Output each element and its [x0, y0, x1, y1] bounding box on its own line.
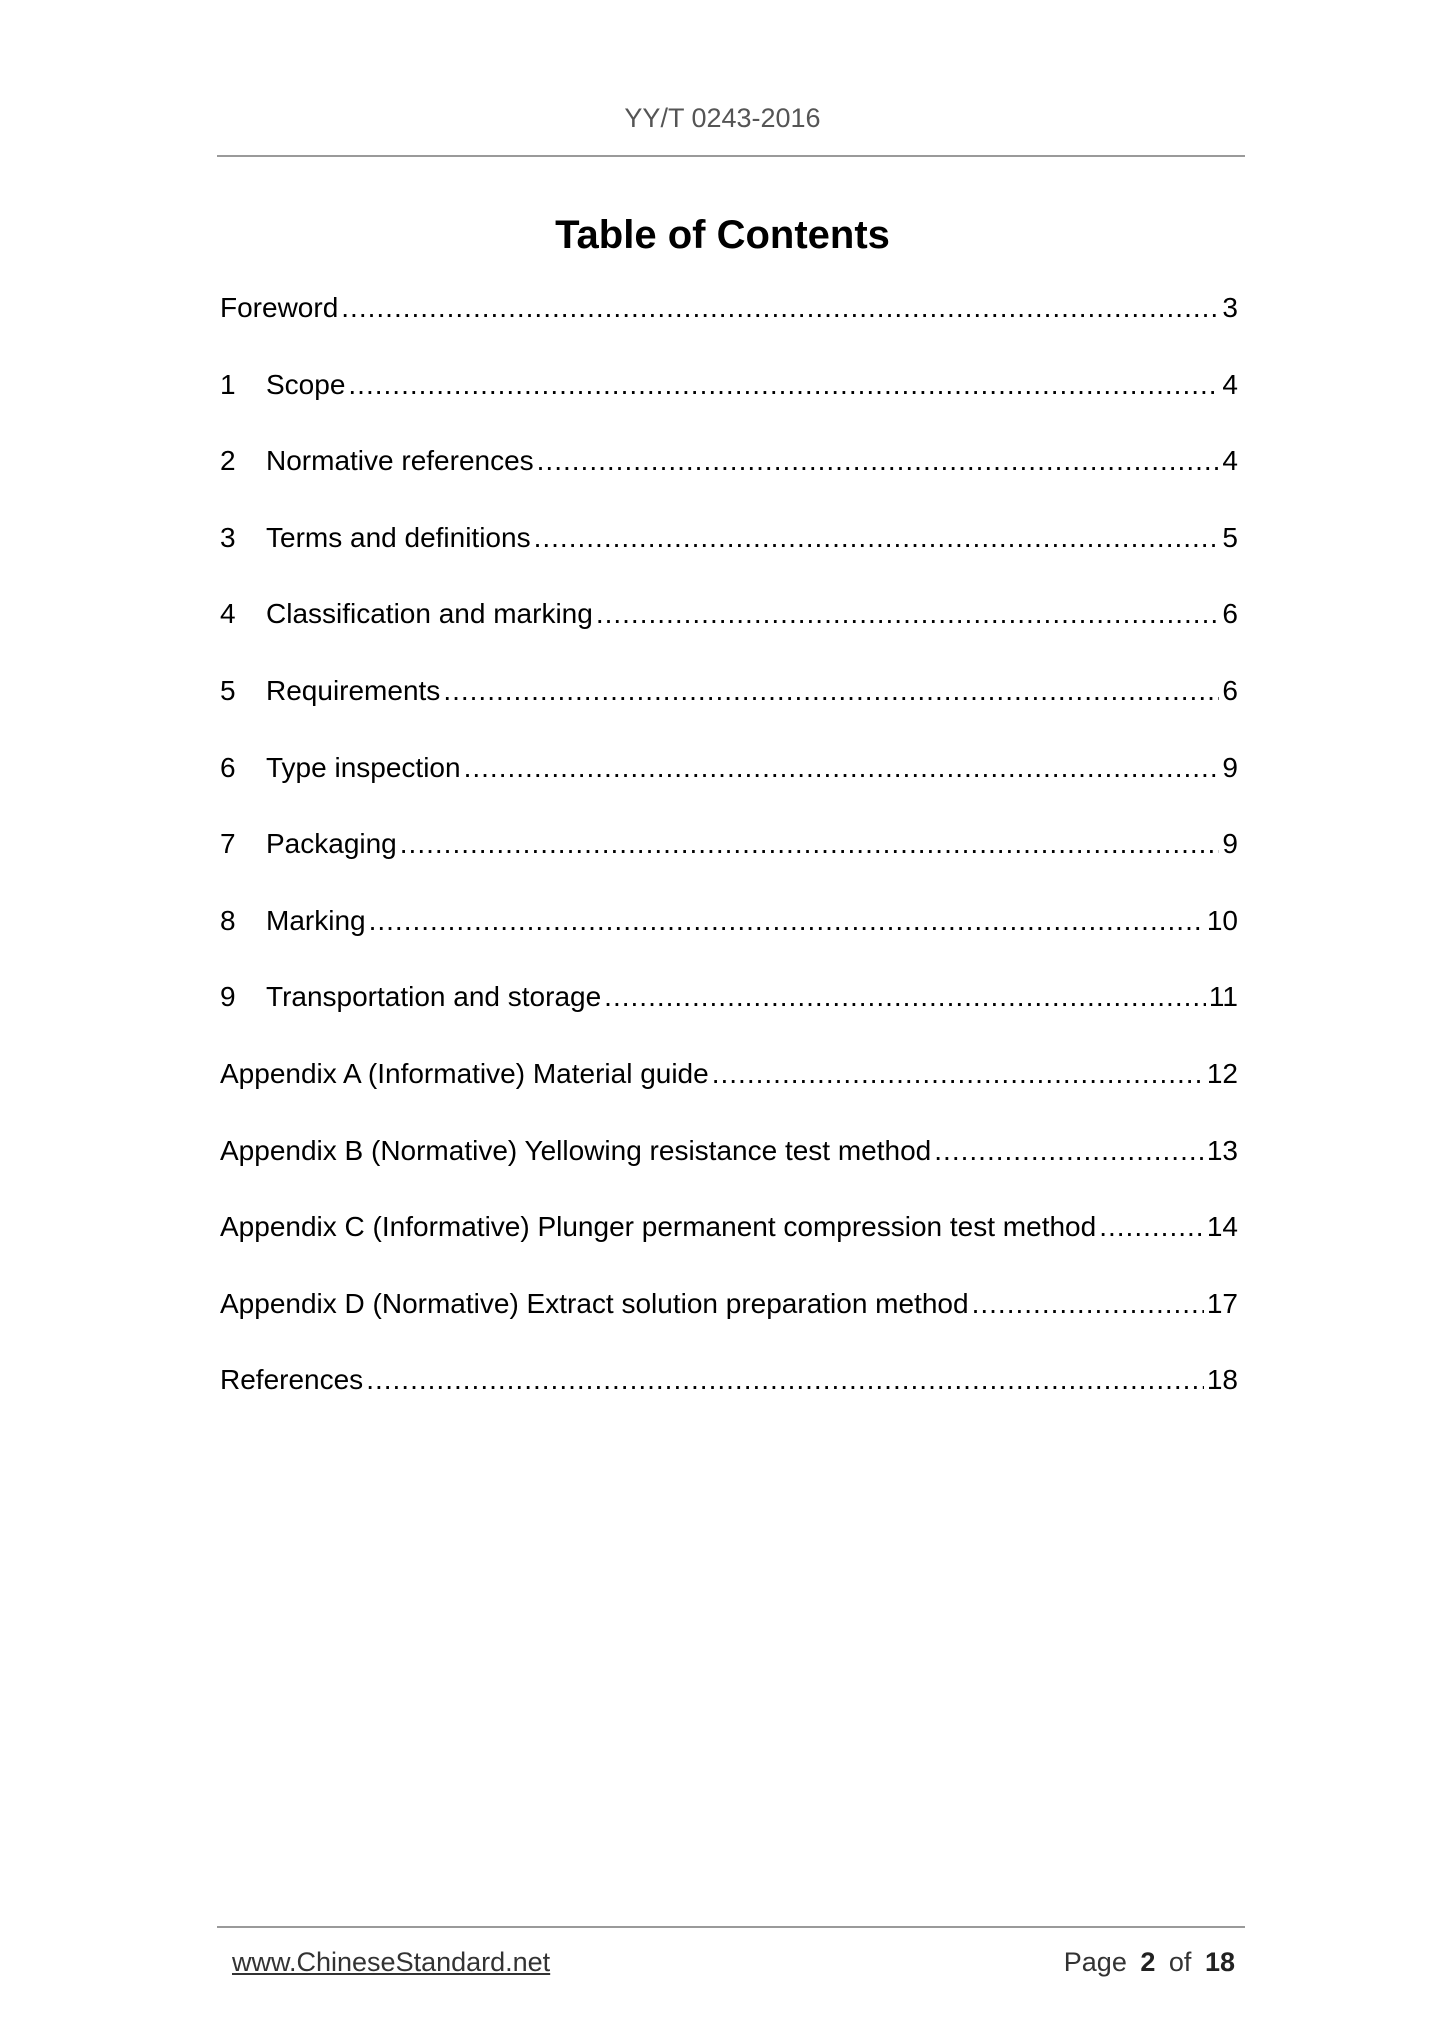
toc-entry-appendix-c[interactable]	[220, 1211, 1238, 1288]
toc-entry-page: 17	[1206, 1287, 1238, 1319]
toc-leader-dots	[443, 675, 1219, 707]
toc-entry-label: Classification and marking	[266, 598, 593, 630]
toc-entry-marking[interactable]	[220, 905, 1238, 982]
header-divider	[217, 155, 1245, 157]
toc-entry-label: Appendix D (Normative) Extract solution preparation method	[220, 1287, 969, 1319]
toc-entry-number: 2	[220, 445, 236, 477]
toc-leader-dots	[534, 522, 1220, 554]
toc-entry-label: Terms and definitions	[266, 521, 531, 553]
toc-entry-requirements[interactable]	[220, 675, 1238, 752]
toc-entry-label: Appendix C (Informative) Plunger permanent compression test method	[220, 1211, 1097, 1243]
toc-entry-appendix-a[interactable]	[220, 1058, 1238, 1135]
toc-entry-page: 11	[1208, 981, 1238, 1013]
toc-entry-label: Foreword	[220, 292, 339, 323]
toc-entry-label: Marking	[266, 904, 366, 936]
toc-entry-page: 3	[1222, 292, 1238, 323]
toc-entry-page: 9	[1222, 828, 1238, 860]
toc-entry-transportation-and-storage[interactable]	[220, 981, 1238, 1058]
toc-entry-type-inspection[interactable]	[220, 752, 1238, 829]
toc-entry-page: 14	[1206, 1211, 1238, 1243]
page-indicator	[1061, 1947, 1238, 1978]
toc-entry-page: 4	[1222, 368, 1238, 400]
toc-entry-number: 9	[220, 981, 236, 1013]
toc-entry-page: 18	[1206, 1364, 1238, 1396]
toc-entry-page: 13	[1206, 1134, 1238, 1166]
toc-leader-dots	[348, 369, 1219, 401]
toc-entry-classification-and-marking[interactable]	[220, 598, 1238, 675]
document-code: YY/T 0243-2016	[624, 103, 821, 133]
toc-entry-number: 6	[220, 751, 236, 783]
toc-entry-label: Scope	[266, 368, 346, 400]
page-word: Page	[1063, 1947, 1127, 1977]
toc-entry-label: References	[220, 1364, 364, 1396]
toc-entry-page: 12	[1206, 1057, 1238, 1089]
toc-entry-page: 5	[1222, 521, 1238, 553]
footer-divider	[217, 1926, 1245, 1928]
toc-entry-appendix-d[interactable]	[220, 1288, 1238, 1365]
toc-entry-label: Type inspection	[266, 751, 461, 783]
toc-leader-dots	[464, 752, 1220, 784]
toc-entry-label: Requirements	[266, 674, 441, 706]
toc-entry-label: Normative references	[266, 445, 534, 477]
toc-entry-label: Transportation and storage	[266, 981, 602, 1013]
toc-entry-packaging[interactable]	[220, 828, 1238, 905]
toc-leader-dots	[596, 598, 1220, 630]
total-pages-number: 18	[1204, 1947, 1235, 1977]
toc-leader-dots	[934, 1135, 1204, 1167]
toc-entry-number: 7	[220, 828, 236, 860]
toc-entry-scope[interactable]	[220, 369, 1238, 446]
toc-entry-page: 9	[1222, 751, 1238, 783]
toc-entry-number: 3	[220, 521, 236, 553]
toc-entry-number: 1	[220, 368, 236, 400]
toc-leader-dots	[341, 292, 1219, 324]
current-page-number: 2	[1140, 1947, 1156, 1977]
toc-title: Table of Contents	[555, 213, 890, 257]
table-of-contents	[220, 292, 1238, 1441]
toc-entry-foreword[interactable]	[220, 292, 1238, 369]
toc-leader-dots	[366, 1364, 1204, 1396]
toc-leader-dots	[712, 1058, 1204, 1090]
toc-entry-page: 6	[1222, 598, 1238, 630]
toc-leader-dots	[537, 445, 1220, 477]
toc-entry-references[interactable]	[220, 1364, 1238, 1441]
toc-entry-terms-and-definitions[interactable]	[220, 522, 1238, 599]
toc-entry-label: Appendix B (Normative) Yellowing resistance test method	[220, 1134, 932, 1166]
toc-entry-number: 5	[220, 674, 236, 706]
toc-leader-dots	[972, 1288, 1204, 1320]
toc-entry-number: 8	[220, 904, 236, 936]
website-link[interactable]: www.ChineseStandard.net	[232, 1947, 551, 1977]
toc-entry-appendix-b[interactable]	[220, 1135, 1238, 1212]
toc-entry-page: 6	[1222, 674, 1238, 706]
toc-leader-dots	[1099, 1211, 1204, 1243]
of-word: of	[1168, 1947, 1192, 1977]
toc-entry-label: Appendix A (Informative) Material guide	[220, 1057, 709, 1089]
toc-entry-label: Packaging	[266, 828, 397, 860]
toc-leader-dots	[604, 981, 1206, 1013]
toc-entry-number: 4	[220, 598, 236, 630]
toc-leader-dots	[369, 905, 1204, 937]
toc-entry-normative-references[interactable]	[220, 445, 1238, 522]
toc-leader-dots	[400, 828, 1220, 860]
toc-entry-page: 10	[1206, 904, 1238, 936]
toc-entry-page: 4	[1222, 445, 1238, 477]
